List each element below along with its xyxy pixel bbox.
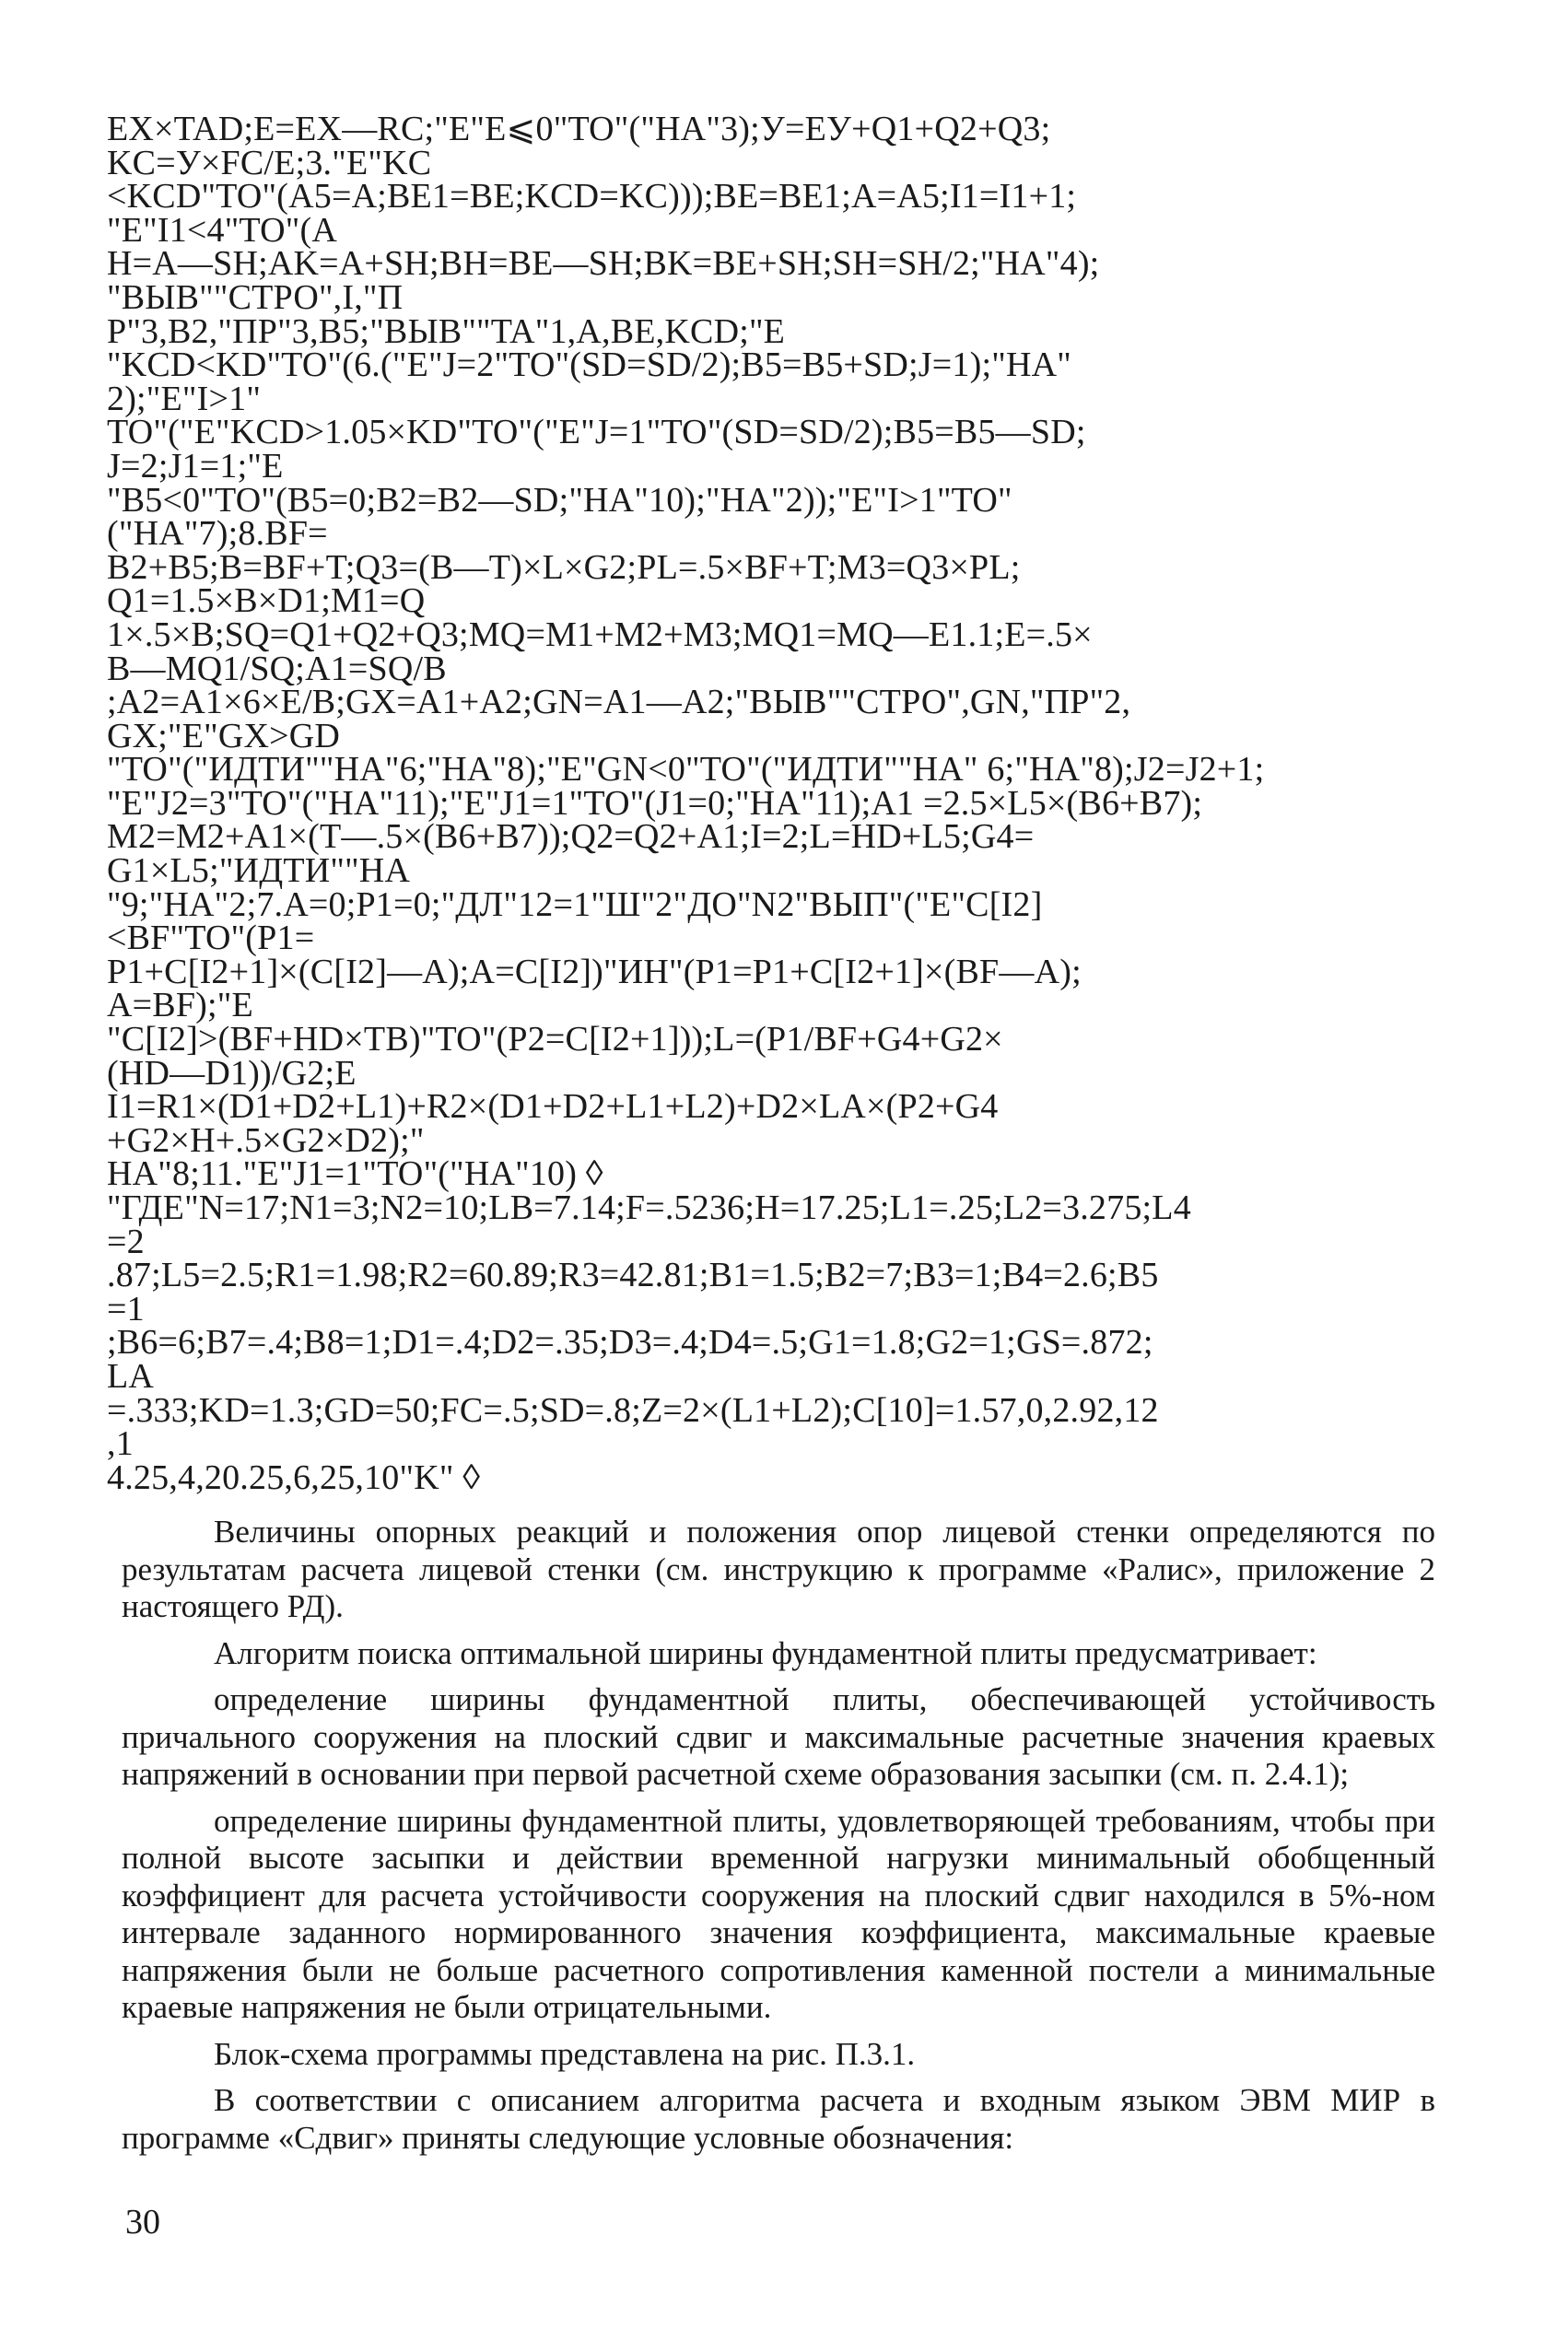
code-line: B2+B5;B=BF+T;Q3=(B—T)×L×G2;PL=.5×BF+T;M3=Q3×PL; xyxy=(107,547,1021,587)
code-line: Р"3,B2,"ПР"3,B5;"ВЫВ""TA"1,A,BE,KCD;"E xyxy=(107,311,786,351)
code-line: HA"8;11."E"J1=1"TO"("HA"10) ◊ xyxy=(107,1154,603,1194)
code-line: A=BF);"E xyxy=(107,986,253,1025)
code-line: H=A—SH;AK=A+SH;BH=BE—SH;BK=BE+SH;SH=SH/2;"HA"4); xyxy=(107,244,1100,284)
code-line: LA xyxy=(107,1356,155,1396)
code-line: M2=M2+A1×(T—.5×(B6+B7));Q2=Q2+A1;I=2;L=HD+L5;G4= xyxy=(107,817,1035,857)
code-line: "E"J2=3"TO"("HA"11);"E"J1=1"TO"(J1=0;"HA"11);A1 =2.5×L5×(B6+B7); xyxy=(107,783,1203,823)
code-line: (HD—D1))/G2;E xyxy=(107,1053,357,1093)
program-listing xyxy=(107,110,1452,1497)
code-line: +G2×H+.5×G2×D2);" xyxy=(107,1120,425,1160)
code-line: "B5<0"TO"(B5=0;B2=B2—SD;"HA"10);"HA"2));"E"I>1"TO" xyxy=(107,480,1012,520)
code-line: J=2;J1=1;"E xyxy=(107,446,284,486)
code-line: =.333;KD=1.3;GD=50;FC=.5;SD=.8;Z=2×(L1+L2);C[10]=1.57,0,2.92,12 xyxy=(107,1390,1159,1430)
code-line: 1×.5×B;SQ=Q1+Q2+Q3;MQ=M1+M2+M3;MQ1=MQ—E1.1;E=.5× xyxy=(107,614,1093,654)
page-number: 30 xyxy=(125,2203,160,2241)
code-line: "TO"("ИДТИ""HA"6;"HA"8);"E"GN<0"TO"("ИДТИ""HA" 6;"HA"8);J2=J2+1; xyxy=(107,750,1265,790)
code-line: 4.25,4,20.25,6,25,10"K" ◊ xyxy=(107,1457,481,1497)
code-line: KC=У×FC/E;3."E"KC xyxy=(107,143,432,182)
code-line: EX×TAD;E=EX—RC;"E"E⩽0"TO"("HA"3);У=EУ+Q1+Q2+Q3; xyxy=(107,110,1051,148)
code-line: ;B6=6;B7=.4;B8=1;D1=.4;D2=.35;D3=.4;D4=.5;G1=1.8;G2=1;GS=.872; xyxy=(107,1323,1153,1363)
code-line: B—MQ1/SQ;A1=SQ/B xyxy=(107,649,447,688)
code-line: TO"("E"KCD>1.05×KD"TO"("E"J=1"TO"(SD=SD/2);B5=B5—SD; xyxy=(107,413,1086,452)
code-line: I1=R1×(D1+D2+L1)+R2×(D1+D2+L1+L2)+D2×LA×(P2+G4 xyxy=(107,1087,999,1127)
code-line: ;A2=A1×6×E/B;GX=A1+A2;GN=A1—A2;"ВЫВ""СТРО",GN,"ПР"2, xyxy=(107,683,1131,722)
body-text xyxy=(122,1514,1435,2166)
code-line: 2);"E"I>1" xyxy=(107,379,262,418)
code-line: .87;L5=2.5;R1=1.98;R2=60.89;R3=42.81;B1=1.5;B2=7;B3=1;B4=2.6;B5 xyxy=(107,1256,1159,1295)
paragraph: В соответствии с описанием алгоритма расчета и входным языком ЭВМ МИР в программе «Сдвиг» приняты следующие условные обозначения: xyxy=(122,2082,1435,2156)
paragraph: определение ширины фундаментной плиты, обеспечивающей устойчивость причального сооружения на плоский сдвиг и максимальные расчетные значения краевых напряжений в основании при первой расчетной схеме образования засыпки (см. п. 2.4.1); xyxy=(122,1681,1435,1792)
code-line: "ГДЕ"N=17;N1=3;N2=10;LB=7.14;F=.5236;H=17.25;L1=.25;L2=3.275;L4 xyxy=(107,1188,1191,1227)
code-line: "9;"HA"2;7.A=0;P1=0;"ДЛ"12=1"Ш"2"ДО"N2"ВЫП"("E"C[I2] xyxy=(107,884,1043,924)
code-line: "C[I2]>(BF+HD×TB)"TO"(P2=C[I2+1]));L=(P1/BF+G4+G2× xyxy=(107,1020,1003,1059)
paragraph: Величины опорных реакций и положения опор лицевой стенки определяются по результатам расчета лицевой стенки (см. инструкцию к программе «Ралис», приложение 2 настоящего РД). xyxy=(122,1514,1435,1624)
code-line: =1 xyxy=(107,1289,145,1328)
code-line: "KCD<KD"TO"(6.("E"J=2"TO"(SD=SD/2);B5=B5+SD;J=1);"HA" xyxy=(107,345,1071,385)
code-line: <KCD"TO"(A5=A;BE1=BE;KCD=KC)));BE=BE1;A=A5;I1=I1+1; xyxy=(107,177,1077,217)
code-line: ("HA"7);8.BF= xyxy=(107,514,328,554)
code-line: G1×L5;"ИДТИ""HA xyxy=(107,851,411,891)
code-line: ,1 xyxy=(107,1424,134,1464)
code-line: <BF"TO"(P1= xyxy=(107,919,315,958)
code-line: "E"I1<4"TO"(A xyxy=(107,210,338,250)
code-line: GX;"E"GX>GD xyxy=(107,716,341,755)
paragraph: определение ширины фундаментной плиты, удовлетворяющей требованиям, чтобы при полной высоте засыпки и действии временной нагрузки минимальный обобщенный коэффициент для расчета устойчивости сооружения на плоский сдвиг находился в 5%-ном интервале заданного нормированного значения коэффициента, максимальные краевые напряжения были не больше расчетного сопротивления каменной постели а минимальные краевые напряжения не были отрицательными. xyxy=(122,1802,1435,2025)
code-line: P1+C[I2+1]×(C[I2]—A);A=C[I2])"ИН"(P1=P1+C[I2+1]×(BF—A); xyxy=(107,952,1082,991)
code-line: Q1=1.5×B×D1;M1=Q xyxy=(107,581,426,621)
code-line: "ВЫВ""СТРО",I,"П xyxy=(107,277,404,317)
code-line: =2 xyxy=(107,1222,145,1261)
paragraph: Блок-схема программы представлена на рис. П.3.1. xyxy=(214,2035,916,2072)
paragraph: Алгоритм поиска оптимальной ширины фундаментной плиты предусматривает: xyxy=(214,1634,1317,1671)
